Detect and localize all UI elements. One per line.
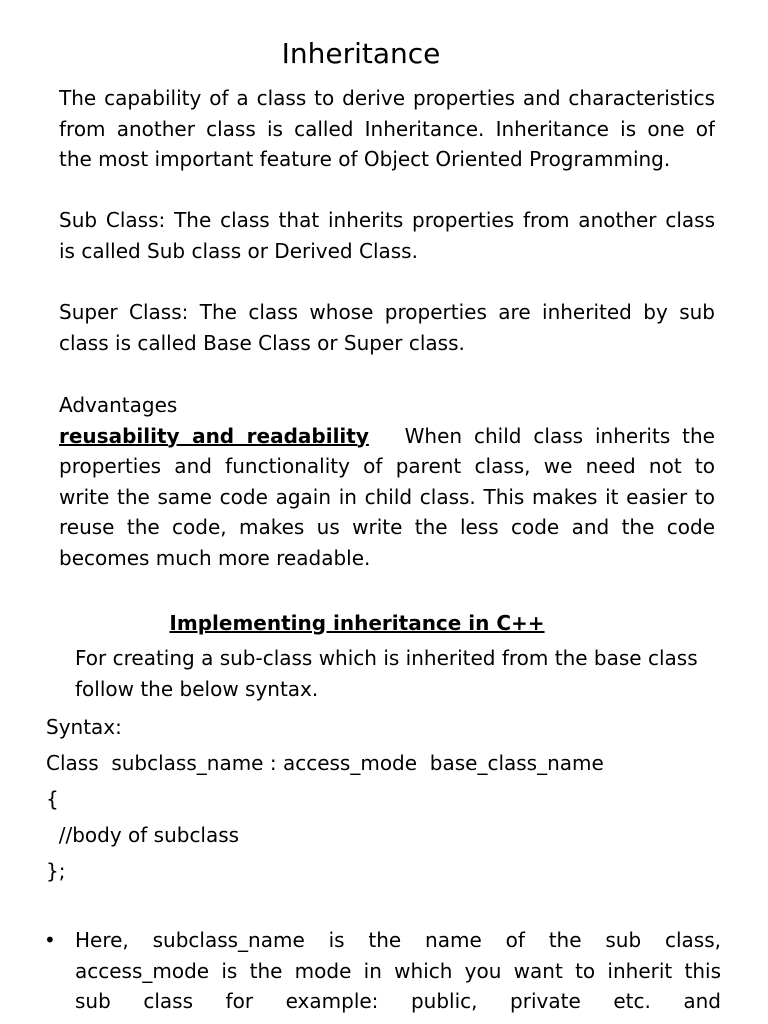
text-line: properties and functionality of parent class, we need not to bbox=[59, 454, 715, 478]
text-line: reuse the code, makes us write the less code and the code bbox=[59, 515, 715, 539]
text-line: Here, subclass_name is the name of the sub class, bbox=[75, 928, 721, 952]
definition-paragraph bbox=[59, 83, 715, 175]
syntax-block bbox=[46, 709, 726, 889]
advantage-term: reusability and readability bbox=[59, 423, 369, 448]
text-line: class is called Base Class or Super class. bbox=[59, 330, 465, 355]
implementing-intro bbox=[75, 643, 725, 704]
bullet-icon: • bbox=[44, 928, 56, 952]
advantages-section bbox=[59, 390, 715, 573]
code-line: //body of subclass bbox=[46, 823, 240, 847]
page-title: Inheritance bbox=[281, 37, 441, 70]
text-line: The capability of a class to derive properties and characteristics bbox=[59, 86, 715, 110]
text-line: sub class for example: public, private etc. and bbox=[75, 989, 721, 1013]
text-line: Sub Class: The class that inherits properties from another class bbox=[59, 208, 715, 232]
code-line: }; bbox=[46, 859, 66, 883]
advantages-heading: Advantages bbox=[59, 393, 178, 417]
text-line: the most important feature of Object Oriented Programming. bbox=[59, 147, 671, 171]
text-line bbox=[59, 421, 715, 452]
bullet-text bbox=[75, 925, 721, 1017]
code-line: Class subclass_name : access_mode base_class_name bbox=[46, 751, 604, 775]
text-line: from another class is called Inheritance. Inheritance is one of bbox=[59, 116, 715, 141]
section-heading: Implementing inheritance in C++ bbox=[169, 611, 545, 635]
code-line: { bbox=[46, 787, 59, 811]
superclass-paragraph bbox=[59, 297, 715, 358]
subclass-paragraph bbox=[59, 205, 715, 266]
text-line: becomes much more readable. bbox=[59, 545, 371, 570]
text-line: is called Sub class or Derived Class. bbox=[59, 238, 418, 263]
advantage-first-line: When child class inherits the bbox=[404, 423, 715, 448]
text-line: follow the below syntax. bbox=[75, 676, 319, 701]
syntax-label: Syntax: bbox=[46, 715, 122, 739]
text-line: For creating a sub-class which is inherited from the base class bbox=[75, 646, 698, 670]
text-line: Super Class: The class whose properties are inherited by sub bbox=[59, 300, 715, 324]
text-line: write the same code again in child class. This makes it easier to bbox=[59, 484, 715, 509]
text-line: access_mode is the mode in which you want to inherit this bbox=[75, 958, 721, 983]
